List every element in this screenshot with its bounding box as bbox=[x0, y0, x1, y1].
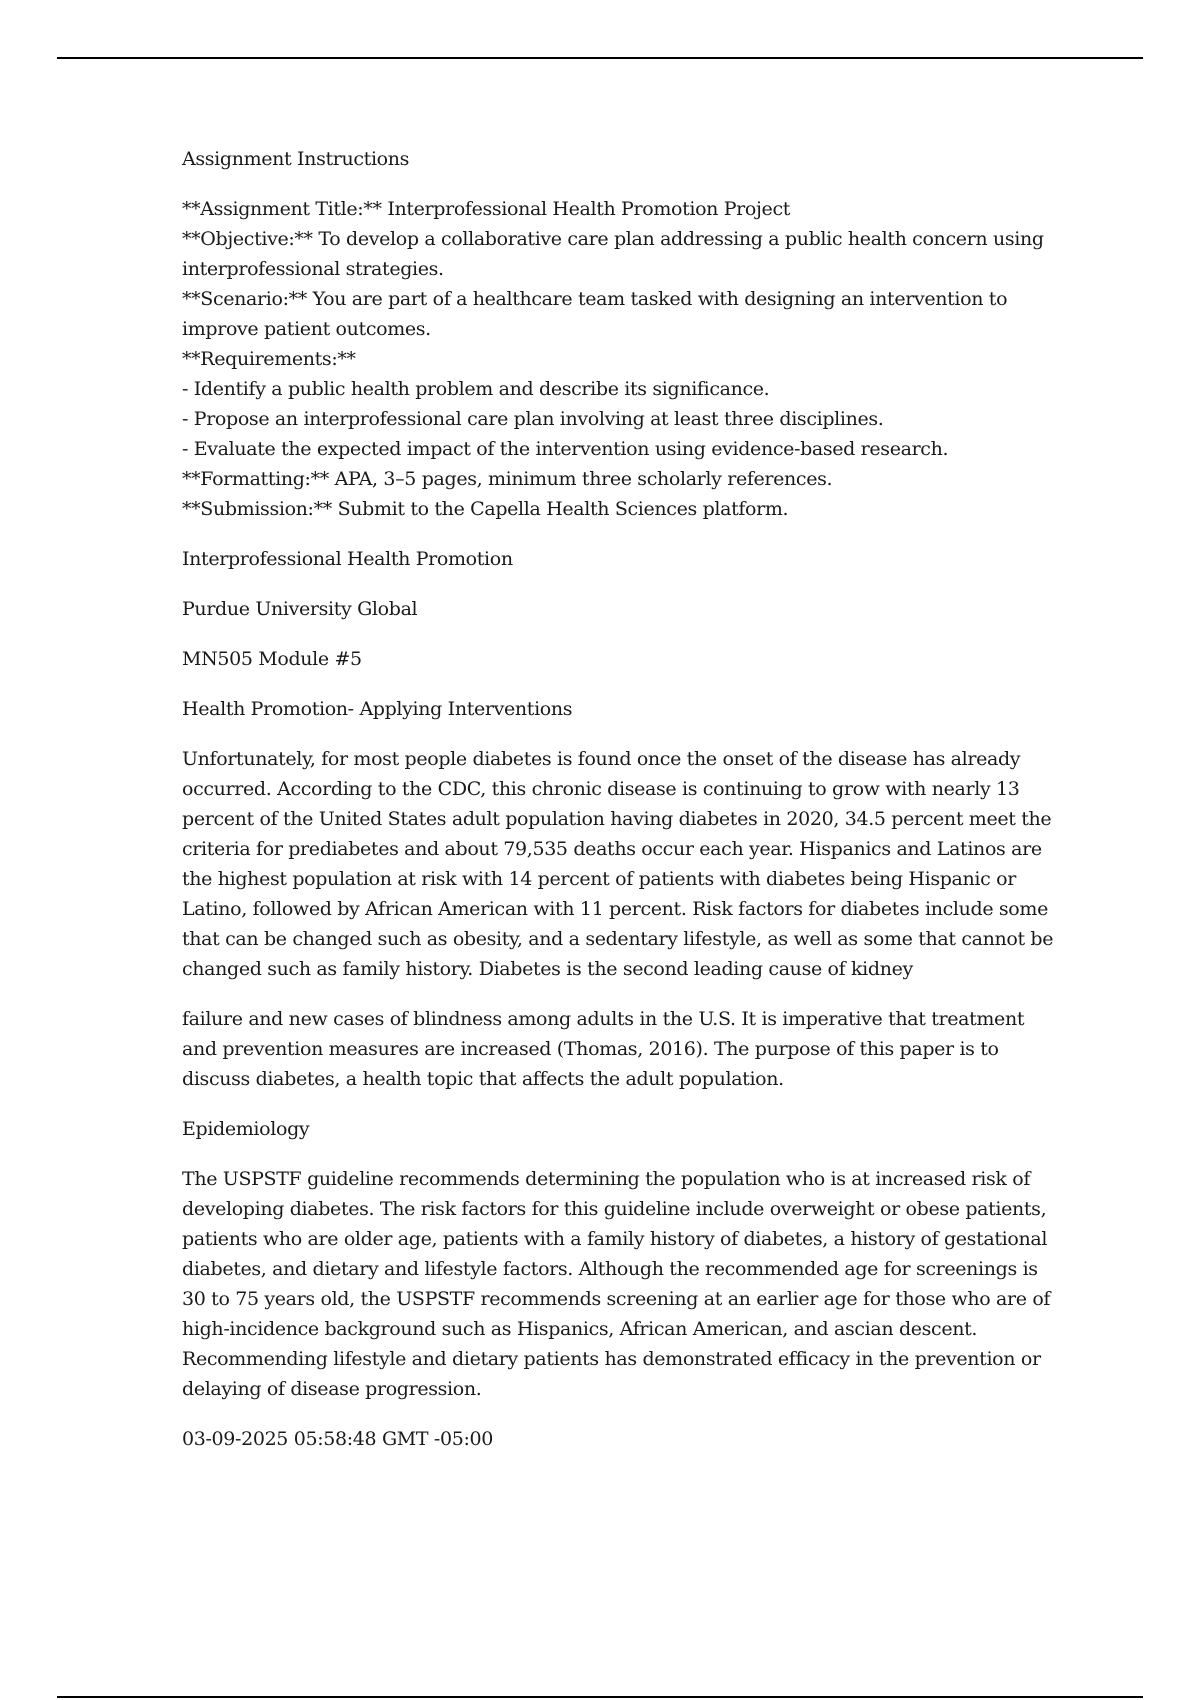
paper-course: MN505 Module #5 bbox=[182, 648, 362, 670]
intro-paragraph-2: failure and new cases of blindness among adults in the U.S. It is imperative that treatment and prevention measures are increased (Thomas, 2016). The purpose of this paper is to discuss diabetes, a health topic that affects the adult population. bbox=[182, 1008, 1025, 1090]
instruction-line-requirement-3: - Evaluate the expected impact of the intervention using evidence-based research. bbox=[182, 438, 949, 460]
paper-subtitle: Health Promotion- Applying Interventions bbox=[182, 698, 573, 720]
instruction-line-submission: **Submission:** Submit to the Capella Health Sciences platform. bbox=[182, 498, 789, 520]
instruction-line-requirements: **Requirements:** bbox=[182, 348, 356, 370]
instruction-line-scenario: **Scenario:** You are part of a healthcare team tasked with designing an intervention to improve patient outcomes. bbox=[182, 288, 1008, 340]
bottom-divider bbox=[57, 1696, 1143, 1698]
top-divider bbox=[57, 57, 1143, 59]
section-heading-epidemiology: Epidemiology bbox=[182, 1118, 310, 1140]
instruction-line-objective: **Objective:** To develop a collaborative care plan addressing a public health concern using interprofessional strategies. bbox=[182, 228, 1044, 280]
paper-title: Interprofessional Health Promotion bbox=[182, 548, 513, 570]
instructions-block bbox=[182, 194, 1062, 524]
paper-institution: Purdue University Global bbox=[182, 598, 418, 620]
intro-paragraph-1: Unfortunately, for most people diabetes is found once the onset of the disease has already occurred. According to the CDC, this chronic disease is continuing to grow with nearly 13 percent of the United States adult population having diabetes in 2020, 34.5 percent meet the criteria for prediabetes and about 79,535 deaths occur each year. Hispanics and Latinos are the highest population at risk with 14 percent of patients with diabetes being Hispanic or Latino, followed by African American with 11 percent. Risk factors for diabetes include some that can be changed such as obesity, and a sedentary lifestyle, as well as some that cannot be changed such as family history. Diabetes is the second leading cause of kidney bbox=[182, 748, 1054, 980]
instruction-line-requirement-1: - Identify a public health problem and describe its significance. bbox=[182, 378, 770, 400]
document-timestamp: 03-09-2025 05:58:48 GMT -05:00 bbox=[182, 1428, 493, 1450]
instruction-line-formatting: **Formatting:** APA, 3–5 pages, minimum three scholarly references. bbox=[182, 468, 833, 490]
instruction-line-requirement-2: - Propose an interprofessional care plan involving at least three disciplines. bbox=[182, 408, 884, 430]
instructions-heading: Assignment Instructions bbox=[182, 148, 410, 170]
document-body bbox=[182, 144, 1062, 1474]
epidemiology-paragraph: The USPSTF guideline recommends determining the population who is at increased risk of developing diabetes. The risk factors for this guideline include overweight or obese patients, patients who are older age, patients with a family history of diabetes, a history of gestational diabetes, and dietary and lifestyle factors. Although the recommended age for screenings is 30 to 75 years old, the USPSTF recommends screening at an earlier age for those who are of high-incidence background such as Hispanics, African American, and ascian descent. Recommending lifestyle and dietary patients has demonstrated efficacy in the prevention or delaying of disease progression. bbox=[182, 1168, 1051, 1400]
instruction-line-title: **Assignment Title:** Interprofessional Health Promotion Project bbox=[182, 198, 791, 220]
